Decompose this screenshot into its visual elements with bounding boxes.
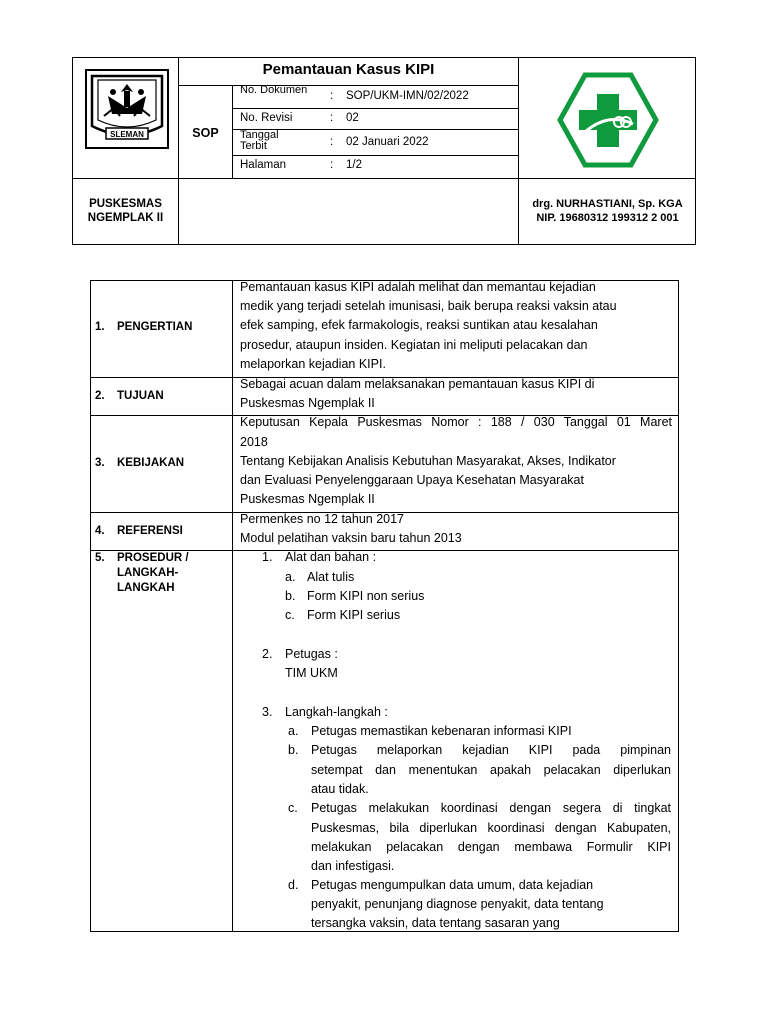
puskesmas-logo [557,72,659,168]
revision-colon: : [330,112,334,124]
signer-nip: NIP. 19680312 199312 2 001 [536,212,679,224]
list-item-line: melakukan pelacakan dengan membawa Formulir KIPI [311,840,671,854]
list-item-line: tersangka vaksin, data tentang sasaran yang [311,916,560,930]
kebijakan-line: dan Evaluasi Penyelenggaraan Upaya Kesehatan Masyarakat [240,473,584,487]
tujuan-line: Puskesmas Ngemplak II [240,396,375,410]
list-item-line: Petugas melakukan koordinasi dengan segera di tingkat [311,801,671,815]
section-title: KEBIJAKAN [117,457,185,469]
tujuan-line: Sebagai acuan dalam melaksanakan pemantauan kasus KIPI di [240,377,595,391]
referensi-line: Permenkes no 12 tahun 2017 [240,512,405,526]
header-divider-h2 [232,108,519,109]
section-number: 2. [95,390,105,402]
section-number: 3. [95,457,105,469]
pengertian-line: prosedur, ataupun insiden. Kegiatan ini meliputi pelacakan dan [240,338,588,352]
signer-name: drg. NURHASTIANI, Sp. KGA [532,198,683,210]
list-marker: c. [288,801,298,815]
sleman-logo [84,68,170,150]
header-divider-h1 [178,85,519,86]
list-item-line: Puskesmas, bila diperlukan koordinasi dengan Kabupaten, [311,821,671,835]
step-number: 2. [262,647,273,661]
header-divider-h4 [232,155,519,156]
list-item-line: Petugas melaporkan kejadian KIPI pada pimpinan [311,743,671,757]
header-divider-h5 [72,178,696,179]
list-marker: b. [288,743,299,757]
list-item-line: penyakit, penunjang diagnose penyakit, data tentang [311,897,604,911]
list-marker: c. [285,608,295,622]
step-number: 1. [262,550,273,564]
page-value: 1/2 [346,159,362,171]
referensi-line: Modul pelatihan vaksin baru tahun 2013 [240,531,462,545]
section-number: 5. [95,552,105,564]
doc-number-value: SOP/UKM-IMN/02/2022 [346,90,469,102]
revision-value: 02 [346,112,359,124]
list-item-line: atau tidak. [311,782,369,796]
list-item: Form KIPI serius [307,608,401,622]
issue-date-colon: : [330,136,334,148]
org-name-line2: NGEMPLAK II [87,212,164,224]
list-item: Form KIPI non serius [307,589,425,603]
pengertian-line: Pemantauan kasus KIPI adalah melihat dan memantau kejadian [240,280,596,294]
step-heading: Petugas : [285,647,338,661]
org-name-line1: PUSKESMAS [89,198,162,210]
step-number: 3. [262,705,273,719]
kebijakan-line: Keputusan Kepala Puskesmas Nomor : 188 / 030 Tanggal 01 Maret [240,415,672,429]
list-item-line: dan infestigasi. [311,859,395,873]
pengertian-line: efek samping, efek farmakologis, reaksi suntikan atau kesalahan [240,318,598,332]
header-divider-v2 [232,85,233,178]
pengertian-line: melaporkan kejadian KIPI. [240,357,386,371]
kebijakan-line: Tentang Kebijakan Analisis Kebutuhan Masyarakat, Akses, Indikator [240,454,616,468]
list-marker: a. [288,724,299,738]
section-number: 4. [95,525,105,537]
page-label: Halaman [240,159,287,171]
list-item: Alat tulis [307,570,355,584]
step-heading: Langkah-langkah : [285,705,388,719]
list-marker: d. [288,878,299,892]
section-title-line: LANGKAH- [117,567,179,579]
sop-label: SOP [192,126,219,140]
step-value: TIM UKM [285,666,338,680]
content-divider-4 [90,550,679,551]
section-title-line: LANGKAH [117,582,175,594]
section-title: REFERENSI [117,525,183,537]
pengertian-line: medik yang terjadi setelah imunisasi, baik berupa reaksi vaksin atau [240,299,617,313]
list-item-line: setempat dan menentukan apakah pelacakan diperlukan [311,763,671,777]
section-number: 1. [95,321,105,333]
section-title: TUJUAN [117,390,164,402]
list-marker: b. [285,589,296,603]
step-heading: Alat dan bahan : [285,550,377,564]
kebijakan-line: 2018 [240,435,268,449]
issue-date-value: 02 Januari 2022 [346,136,429,148]
section-title: PENGERTIAN [117,321,193,333]
kebijakan-line: Puskesmas Ngemplak II [240,492,375,506]
sleman-logo-text: SLEMAN [110,130,144,139]
revision-label: No. Revisi [240,112,293,124]
doc-number-colon: : [330,90,334,102]
section-title-line: PROSEDUR / [117,552,189,564]
document-title: Pemantauan Kasus KIPI [262,61,435,78]
list-item-line: Petugas mengumpulkan data umum, data kejadian [311,878,594,892]
list-item-line: Petugas memastikan kebenaran informasi KIPI [311,724,572,738]
doc-number-label: No. Dokumen [240,84,308,96]
list-marker: a. [285,570,296,584]
issue-date-label: Tanggal Terbit [240,129,279,152]
page-colon: : [330,159,334,171]
